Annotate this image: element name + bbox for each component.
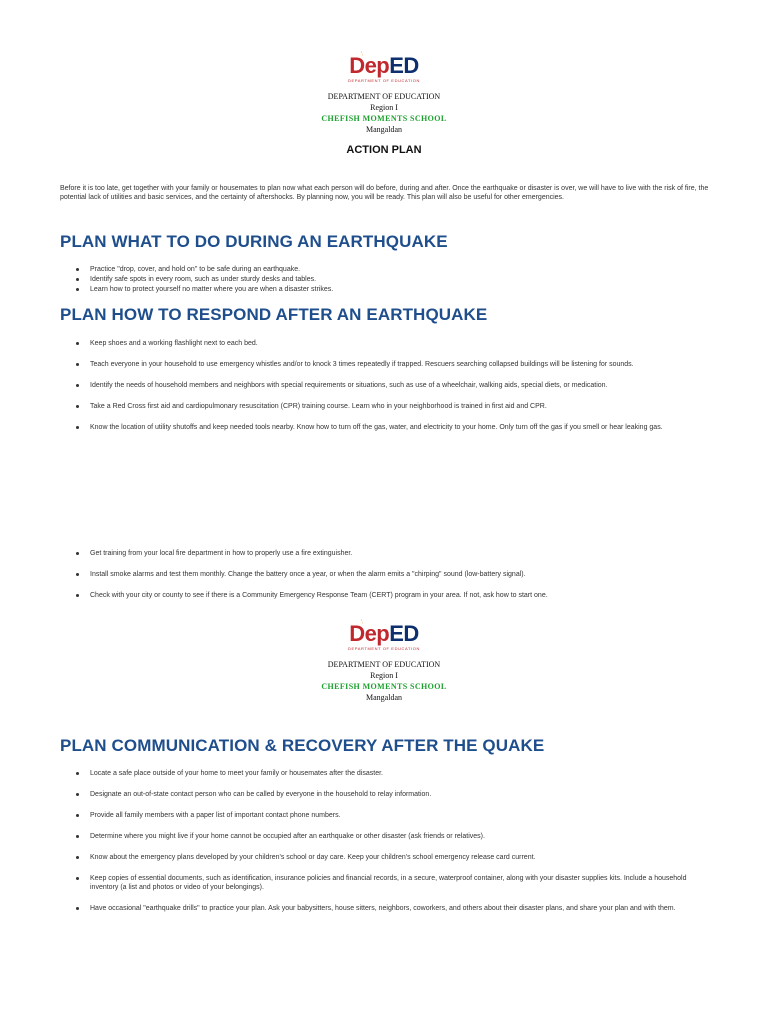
list-item: Identify safe spots in every room, such as under sturdy desks and tables. (60, 275, 710, 284)
list-item: Have occasional "earthquake drills" to practice your plan. Ask your babysitters, house sitters, neighbors, coworkers, and others about their disaster plans, and share your plan and with them. (60, 904, 710, 913)
list-item: Keep shoes and a working flashlight next to each bed. (60, 339, 710, 348)
region-name: Region I (370, 103, 398, 112)
town-name: Mangaldan (366, 125, 402, 134)
list-item: Practice "drop, cover, and hold on" to be safe during an earthquake. (60, 265, 710, 274)
school-name: CHEFISH MOMENTS SCHOOL (321, 682, 447, 691)
school-header-top (0, 54, 768, 135)
logo-dep-text: Dep (349, 53, 390, 78)
list-item: Teach everyone in your household to use emergency whistles and/or to knock 3 times repeatedly if trapped. Rescuers searching collapsed buildings will be listening for sounds. (60, 360, 710, 369)
section-list-after (60, 339, 710, 444)
logo-ed-text: ED (389, 53, 419, 78)
section-list-after-continued (60, 549, 710, 612)
school-name: CHEFISH MOMENTS SCHOOL (321, 114, 447, 123)
list-item: Designate an out-of-state contact person who can be called by everyone in the household to relay information. (60, 790, 710, 799)
section-heading-after: PLAN HOW TO RESPOND AFTER AN EARTHQUAKE (60, 305, 488, 324)
deped-logo (344, 622, 424, 652)
department-name: DEPARTMENT OF EDUCATION (327, 660, 441, 669)
section-list-during (60, 265, 710, 295)
list-item: Provide all family members with a paper list of important contact phone numbers. (60, 811, 710, 820)
list-item: Take a Red Cross first aid and cardiopulmonary resuscitation (CPR) training course. Learn who in your neighborhood is trained in first aid and CPR. (60, 402, 710, 411)
logo-tagline: DEPARTMENT OF EDUCATION (348, 646, 420, 651)
list-item: Learn how to protect yourself no matter where you are when a disaster strikes. (60, 285, 710, 294)
section-heading-communication: PLAN COMMUNICATION & RECOVERY AFTER THE QUAKE (60, 736, 545, 755)
list-item: Install smoke alarms and test them monthly. Change the battery once a year, or when the alarm emits a "chirping" sound (low-battery signal). (60, 570, 710, 579)
list-item: Get training from your local fire department in how to properly use a fire extinguisher. (60, 549, 710, 558)
list-item: Locate a safe place outside of your home to meet your family or housemates after the disaster. (60, 769, 710, 778)
section-list-communication (60, 769, 710, 925)
section-heading-during: PLAN WHAT TO DO DURING AN EARTHQUAKE (60, 232, 448, 251)
logo-ed-text: ED (389, 621, 419, 646)
school-header-second (0, 622, 768, 703)
logo-tagline: DEPARTMENT OF EDUCATION (348, 78, 420, 83)
region-name: Region I (370, 671, 398, 680)
town-name: Mangaldan (366, 693, 402, 702)
intro-paragraph: Before it is too late, get together with your family or housemates to plan now what each person will do before, during and after. Once the earthquake or disaster is over, we will have to live with the risk of fire, the potential lack of utilities and basic services, and the certainty of aftershocks. By planning now, you will be ready. This plan will also be useful for other emergencies. (60, 185, 709, 201)
list-item: Identify the needs of household members and neighbors with special requirements or situations, such as use of a wheelchair, walking aids, special diets, or medication. (60, 381, 710, 390)
list-item: Know about the emergency plans developed by your children's school or day care. Keep your children's school emergency release card current. (60, 853, 710, 862)
page-title: ACTION PLAN (346, 144, 422, 156)
logo-dep-text: Dep (349, 621, 390, 646)
list-item: Check with your city or county to see if there is a Community Emergency Response Team (CERT) program in your area. If not, ask how to start one. (60, 591, 710, 600)
list-item: Determine where you might live if your home cannot be occupied after an earthquake or other disaster (ask friends or relatives). (60, 832, 710, 841)
list-item: Keep copies of essential documents, such as identification, insurance policies and financial records, in a secure, waterproof container, along with your disaster supplies kits. Include a household inventory (a list and photos or video of your belongings). (60, 874, 710, 892)
list-item: Know the location of utility shutoffs and keep needed tools nearby. Know how to turn off the gas, water, and electricity to your home. Only turn off the gas if you smell or hear leaking gas. (60, 423, 710, 432)
department-name: DEPARTMENT OF EDUCATION (327, 92, 441, 101)
deped-logo (344, 54, 424, 84)
